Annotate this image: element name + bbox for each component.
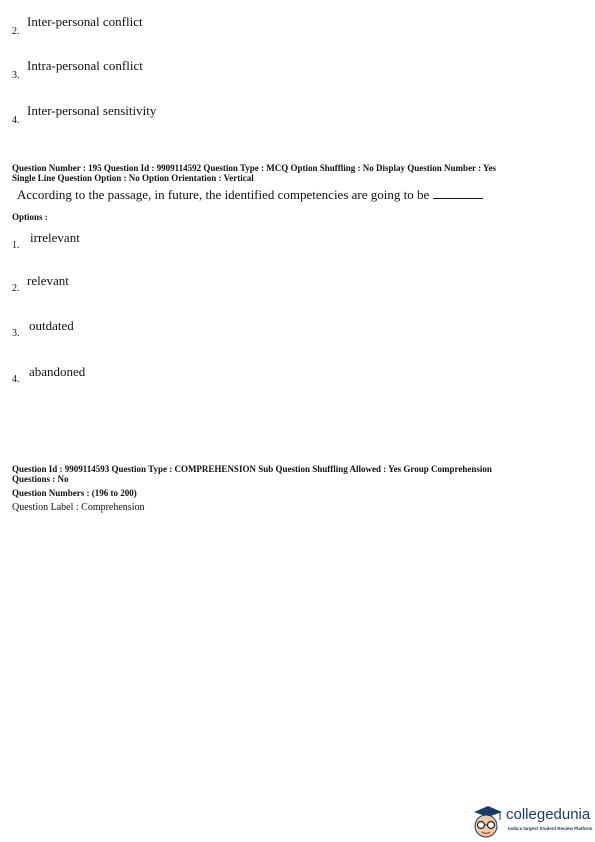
question-text: According to the passage, in future, the identified competencies are going to be bbox=[17, 187, 430, 202]
option-number: 4. bbox=[12, 115, 20, 126]
option-text: Inter-personal conflict bbox=[27, 14, 143, 29]
logo-name: collegedunia bbox=[506, 806, 591, 823]
option-text: abandoned bbox=[29, 364, 86, 379]
question-meta-line2: Single Line Question Option : No Option Orientation : Vertical bbox=[12, 173, 254, 183]
option-number: 3. bbox=[12, 70, 20, 81]
comprehension-meta-line1: Question Id : 9909114593 Question Type : COMPREHENSION Sub Question Shuffling Allowed : Yes Group Comprehension bbox=[12, 464, 492, 474]
option-number: 2. bbox=[12, 283, 20, 294]
option-text: Intra-personal conflict bbox=[27, 58, 143, 73]
comprehension-meta-line2: Questions : No bbox=[12, 474, 69, 484]
option-number: 3. bbox=[12, 328, 20, 339]
question-numbers: Question Numbers : (196 to 200) bbox=[12, 488, 137, 498]
option-number: 2. bbox=[12, 26, 20, 37]
question-label: Question Label : Comprehension bbox=[12, 502, 145, 513]
question-meta-line1: Question Number : 195 Question Id : 9909114592 Question Type : MCQ Option Shuffling : No Display Question Number : Yes bbox=[12, 163, 497, 173]
logo-tagline: India's largest Student Review Platform bbox=[508, 826, 593, 831]
comprehension-meta bbox=[12, 464, 492, 484]
option-text: Inter-personal sensitivity bbox=[27, 103, 157, 118]
answer-blank bbox=[433, 188, 483, 199]
question-text-row bbox=[17, 187, 483, 203]
option-text: relevant bbox=[27, 273, 69, 288]
option-number: 1. bbox=[12, 240, 20, 251]
option-text: irrelevant bbox=[30, 230, 80, 245]
collegedunia-logo bbox=[470, 800, 595, 842]
question-meta bbox=[12, 163, 496, 183]
options-label: Options : bbox=[12, 212, 48, 222]
option-number: 4. bbox=[12, 374, 20, 385]
mascot-icon bbox=[470, 802, 504, 842]
option-text: outdated bbox=[29, 318, 74, 333]
